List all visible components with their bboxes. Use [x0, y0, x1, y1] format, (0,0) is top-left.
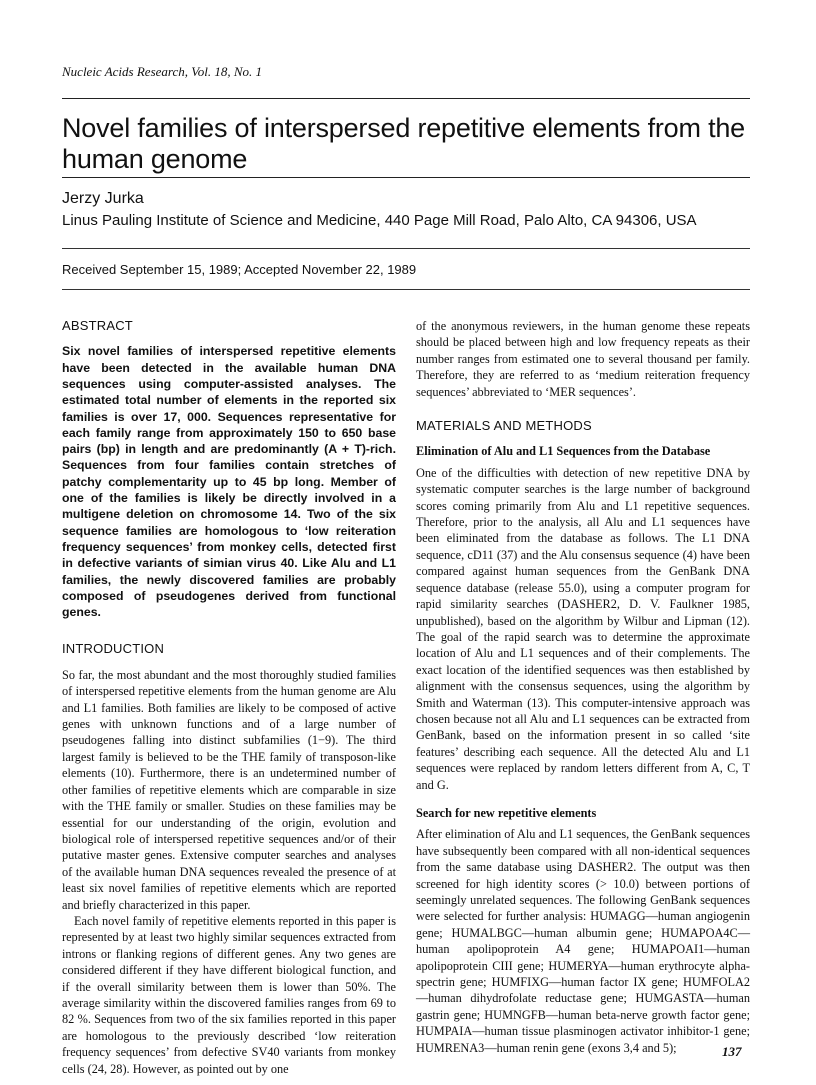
author-affiliation: Linus Pauling Institute of Science and Medicine, 440 Page Mill Road, Palo Alto, CA 94306, USA — [62, 212, 697, 229]
introduction-paragraph-1: So far, the most abundant and the most thoroughly studied families of interspersed repetitive elements from the human genome are Alu and L1 families. Both families are likely to be composed of active genes with unknown functions and of a large number of pseudogenes falling into distinct subfamilies (1−9). The third largest family is believed to be the THE family of transposon-like elements (10). Furthermore, there is an undetermined number of other families of repetitive elements which are comparable in size with the THE family or smaller. Studies on these families may be essential for our understanding of the origin, evolution and biological role of interspersed repetitive sequences and/or of their putative master genes. Extensive computer searches and analyses of the available human DNA sequences revealed the presence of at least six novel families of repetitive elements which are reported and briefly characterized in this paper. — [62, 667, 396, 912]
introduction-paragraph-2-continued: of the anonymous reviewers, in the human genome these repeats should be placed between high and low frequency repeats as their number ranges from estimated one to several thousand per family. Therefore, they are referred to as ‘medium reiteration frequency sequences’ abbreviated to ‘MER sequences’. — [416, 319, 750, 399]
received-dates: Received September 15, 1989; Accepted November 22, 1989 — [62, 262, 417, 277]
methods-heading: MATERIALS AND METHODS — [416, 418, 592, 434]
abstract-heading: ABSTRACT — [62, 318, 133, 333]
left-column — [62, 318, 396, 1077]
abstract-text: Six novel families of interspersed repetitive elements have been detected in the available human DNA sequences using computer-assisted analyses. The estimated total number of elements in the reported six families is over 17, 000. Sequences representative for each family range from approximately 150 to 650 base pairs (bp) in length and are predominantly (A + T)-rich. Sequences from four families contain stretches of patchy complementarity up to 45 bp long. Member of one of the families is likely be directly involved in a multigene deletion on chromosome 14. Two of the six sequence families are homologous to ‘low reiteration frequency sequences’ from monkey cells, detected first in defective variants of simian virus 40. Like Alu and L1 families, the newly discovered families are probably composed of pseudogenes derived from functional genes. — [62, 344, 396, 620]
right-column — [416, 318, 750, 1056]
introduction-paragraph-2: Each novel family of repetitive elements reported in this paper is represented by at least two highly similar sequences extracted from introns or flanking regions of different genes. Any two genes are considered different if they have different biological function, and if the overall similarity between them is lower than 50%. The average similarity within the discovered families ranges from 69 to 82 %. Sequences from two of the six families reported in this paper are homologous to the previously described ‘low reiteration frequency sequences’ from defective SV40 variants from monkey cells (24, 28). However, as pointed out by one — [62, 913, 396, 1076]
title-rule — [62, 177, 750, 178]
author-name: Jerzy Jurka — [62, 190, 144, 207]
page-number: 137 — [722, 1044, 742, 1059]
affiliation-rule — [62, 248, 750, 249]
article-title: Novel families of interspersed repetitive elements from the human genome — [62, 113, 746, 174]
header-rule — [62, 98, 750, 99]
methods-subheading-elimination: Elimination of Alu and L1 Sequences from the Database — [416, 444, 711, 459]
received-rule — [62, 289, 750, 290]
introduction-heading: INTRODUCTION — [62, 641, 165, 657]
methods-paragraph-elimination: One of the difficulties with detection of new repetitive DNA by systematic computer searches is the large number of background scores coming primarily from Alu and L1 repetitive sequences. Therefore, prior to the analysis, all Alu and L1 sequences have been eliminated from the database as follows. The L1 DNA sequence, cD11 (37) and the Alu consensus sequence (4) have been compared against human sequences from the GenBank DNA sequence database (release 55.0), using a computer program for rapid similarity searches (DASHER2, D. V. Faulkner 1985, unpublished), based on the algorithm by Wilbur and Lipman (12). The goal of the rapid search was to determine the approximate location of Alu and L1 sequences and of their complements. The exact location of the identified sequences was then established by alignment with the consensus sequences, using the algorithm by Smith and Waterman (13). This computer-intensive approach was chosen because not all Alu and L1 sequences can be extracted from GenBank, based on the information present in so called ‘site features’ describing each sequence. All the detected Alu and L1 sequences were replaced by random letters different from A, C, T and G. — [416, 465, 750, 792]
methods-paragraph-search: After elimination of Alu and L1 sequences, the GenBank sequences have subsequently been compared with all non-identical sequences from the same database using DASHER2. The output was then screened for high identity scores (> 10.0) between portions of seemingly unrelated sequences. The following GenBank sequences were selected for further analysis: HUMAGG—human angiogenin gene; HUMALBGC—human albumin gene; HUMAPOA4C—human apolipoprotein A4 gene; HUMAPOAI1—human apolipoprotein CIII gene; HUMERYA—human erythrocyte alpha-spectrin gene; HUMFIXG—human factor IX gene; HUMFOLA2—human dihydrofolate reductase gene; HUMGASTA—human gastrin gene; HUMNGFB—human beta-nerve growth factor gene; HUMPAIA—human tissue plasminogen activator inhibitor-1 gene; HUMRENA3—human renin gene (exons 3,4 and 5); — [416, 827, 750, 1055]
journal-citation: Nucleic Acids Research, Vol. 18, No. 1 — [62, 64, 263, 79]
methods-subheading-search: Search for new repetitive elements — [416, 805, 597, 820]
